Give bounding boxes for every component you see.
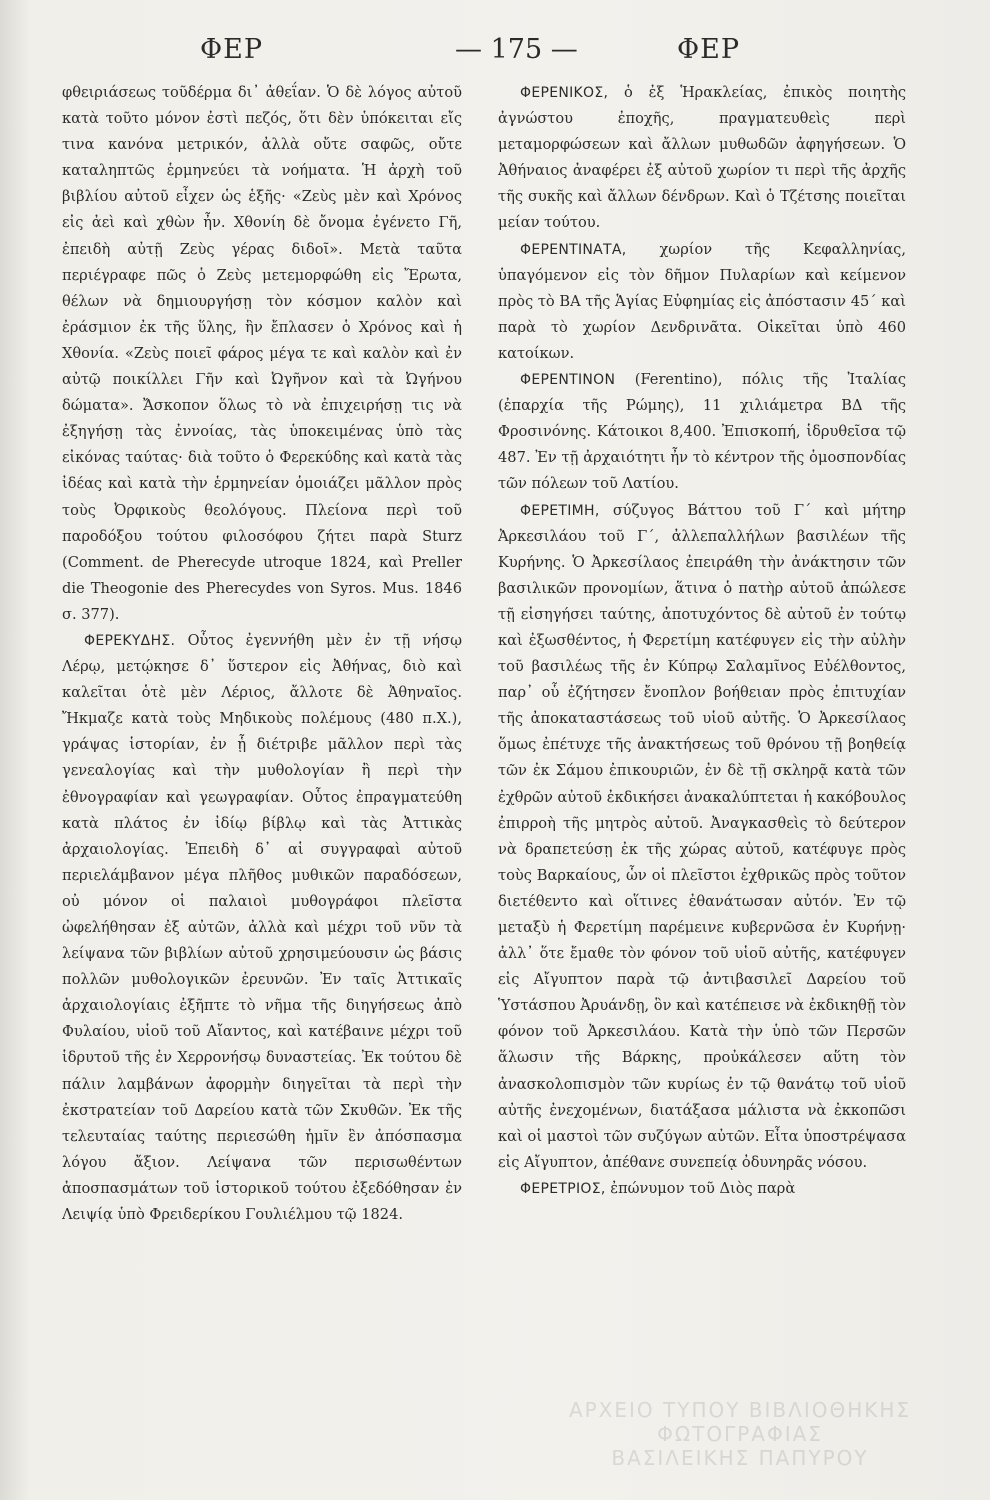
header-left-keyword: ΦΕΡ [200, 34, 264, 65]
entry-text: σύζυγος Βάττου τοῦ Γ΄ καὶ μήτηρ Ἀρκεσιλάου τοῦ Γ΄, ἀλλεπαλλήλων βασιλέων τῆς Κυρήνης. Ὁ Ἀρκεσίλαος ἐπειράθη τὴν ἀνάκτησιν τῶν βασιλικῶν προνομίων, ἅτινα ὁ πατὴρ αὐτοῦ ἀπώλεσε τῇ εἰσηγήσει ταύτης, ἀποτυχόντος δὲ αὐτοῦ ἐν τούτῳ καὶ ἐξωσθέντος, ἡ Φερετίμη κατέφυγεν εἰς τὴν αὐλὴν τοῦ βασιλέως τῆς ἐν Κύπρῳ Σαλαμῖνος Εὐέλθοντος, παρ᾽ οὗ ἐζήτησεν ἔνοπλον βοήθειαν πρὸς ἐπιτυχίαν τῆς ἀποκαταστάσεως τοῦ υἱοῦ αὐτῆς. Ὁ Ἀρκεσίλαος ὅμως ἐπέτυχε τῆς ἀνακτήσεως τοῦ θρόνου τῇ βοηθείᾳ τῶν ἐκ Σάμου ἐπικουριῶν, ἐν δὲ τῇ σκληρᾷ κατὰ τῶν ἐχθρῶν αὐτοῦ ἐκδικήσει ἀνακαλύπτεται ἡ κακόβουλος ἐπιρροὴ τῆς μητρὸς αὐτοῦ. Ἀναγκασθεὶς τὸ δεύτερον νὰ δραπετεύσῃ ἐκ τῆς χώρας αὐτοῦ, κατέφυγε πρὸς τοὺς Βαρκαίους, ὧν οἱ πλεῖστοι ἐχθρικῶς πρὸς τοῦτον διετέθεντο καὶ οἵτινες ἐθανάτωσαν αὐτόν. Ἐν τῷ μεταξὺ ἡ Φερετίμη παρέμεινε κυβερνῶσα ἐν Κυρήνῃ· ἀλλ᾽ ὅτε ἔμαθε τὸν φόνον τοῦ υἱοῦ αὐτῆς, κατέφυγεν εἰς Αἴγυπτον παρὰ τῷ ἀντιβασιλεῖ Δαρείου τοῦ Ὑστάσπου Ἀρυάνδῃ, ὃν καὶ κατέπεισε νὰ ἐκδικηθῇ τὸν φόνον τοῦ Ἀρκεσιλάου. Κατὰ τὴν ὑπὸ τῶν Περσῶν ἅλωσιν τῆς Βάρκης, προὐκάλεσεν αὕτη τὸν ἀνασκολοπισμὸν τῶν κυρίως ἐν τῷ θανάτῳ τοῦ υἱοῦ αὐτῆς ἐνεχομένων, διατάξασα μάλιστα νὰ ἐκκοπῶσι καὶ οἱ μαστοὶ τῶν συζύγων αὐτῶν. Εἶτα ὑποστρέψασα εἰς Αἴγυπτον, ἀπέθανε συνεπείᾳ ὀδυνηρᾶς νόσου. [498, 501, 907, 1171]
entry-headword: ΦΕΡΕΤΡΙΟΣ, [520, 1180, 606, 1197]
entry-text: ὁ ἐξ Ἡρακλείας, ἐπικὸς ποιητὴς ἀγνώστου ἐποχῆς, πραγματευθεὶς περὶ μεταμορφώσεων καὶ ἄλλων μυθωδῶν ἀφηγήσεων. Ὁ Ἀθήναιος ἀναφέρει ἐξ αὐτοῦ χωρίον τι περὶ τῆς ἀρχῆς τῆς συκῆς καὶ ἄλλων δένδρων. Καὶ ὁ Τζέτσης ποιεῖται μείαν τούτου. [498, 84, 906, 232]
entry-headword: ΦΕΡΕΝΤΙΝΟΝ [520, 372, 616, 389]
header-right-keyword: ΦΕΡ [677, 34, 741, 65]
entry-pherekydes [62, 628, 462, 1228]
entry-pherentinon [498, 367, 906, 497]
entry-headword: ΦΕΡΕΝΤΙΝΑΤΑ, [520, 241, 627, 258]
left-column [62, 80, 462, 1228]
entry-headword: ΦΕΡΕΤΙΜΗ, [520, 502, 600, 519]
watermark-line: ΑΡΧΕΙΟ ΤΥΠΟΥ ΒΙΒΛΙΟΘΗΚΗΣ ΦΩΤΟΓΡΑΦΙΑΣ [568, 1398, 912, 1446]
entry-headword: ΦΕΡΕΝΙΚΟΣ, [520, 85, 609, 101]
entry-pherenikos [498, 80, 906, 237]
entry-pheretrios [498, 1176, 906, 1202]
entry-pheretime [498, 498, 906, 1176]
entry-text: ἐπώνυμον τοῦ Διὸς παρὰ [610, 1179, 796, 1197]
page-header [60, 34, 950, 74]
entry-text: Οὗτος ἐγεννήθη μὲν ἐν τῇ νήσῳ Λέρῳ, μετῴκησε δ᾽ ὕστερον εἰς Ἀθήνας, διὸ καὶ καλεῖται ὁτὲ μὲν Λέριος, ἄλλοτε δὲ Ἀθηναῖος. Ἤκμαζε κατὰ τοὺς Μηδικοὺς πολέμους (480 π.Χ.), γράψας ἱστορίαν, ἐν ᾗ διέτριβε μᾶλλον περὶ τὰς γενεαλογίας καὶ τὴν μυθολογίαν ἢ περὶ τὴν ἐθνογραφίαν καὶ γεωγραφίαν. Οὗτος ἐπραγματεύθη κατὰ πλάτος ἐν ἰδίῳ βίβλῳ καὶ τὰς Ἀττικὰς ἀρχαιολογίας. Ἐπειδὴ δ᾽ αἱ συγγραφαὶ αὐτοῦ περιελάμβανον μέγα πλῆθος μυθικῶν παραδόσεων, οὐ μόνον οἱ παλαιοὶ μυθογράφοι πλεῖστα ὠφελήθησαν ἐξ αὐτῶν, ἀλλὰ καὶ μέχρι τοῦ νῦν τὰ λείψανα τῶν βιβλίων αὐτοῦ χρησιμεύουσιν ὡς βάσις πολλῶν μυθολογικῶν ἐρευνῶν. Ἐν ταῖς Ἀττικαῖς ἀρχαιολογίαις ἐξῆπτε τὸ νῆμα τῆς διηγήσεως ἀπὸ Φυλαίου, υἱοῦ τοῦ Αἴαντος, καὶ κατέβαινε μέχρι τοῦ ἱδρυτοῦ τῆς ἐν Χερρονήσῳ δυναστείας. Ἐκ τούτου δὲ πάλιν λαμβάνων ἀφορμὴν διηγεῖται τὰ περὶ τὴν ἐκστρατείαν τοῦ Δαρείου κατὰ τῶν Σκυθῶν. Ἐκ τῆς τελευταίας ταύτης περιεσώθη ἡμῖν ἓν ἀπόσπασμα λόγου ἄξιον. Λείψανα τῶν περισωθέντων ἀποσπασμάτων τοῦ ἱστορικοῦ τούτου ἐξεδόθησαν ἐν Λειψίᾳ ὑπὸ Φρειδερίκου Γουλιέλμου τῷ 1824. [62, 631, 463, 1224]
archive-watermark [520, 1398, 960, 1470]
page-number: — 175 — [455, 34, 578, 65]
watermark-line: ΒΑΣΙΛΕΙΚΗΣ ΠΑΠΥΡΟΥ [611, 1446, 869, 1470]
continued-paragraph: φθειριάσεως τοῦδέρμα δι᾽ ἀθεΐαν. Ὁ δὲ λόγος αὐτοῦ κατὰ τοῦτο μόνον ἐστὶ πεζός, ὅτι δὲν ὑπόκειται εἴς τινα κανόνα μετρικόν, ἀλλὰ οὔτε σαφῶς, οὔτε καταληπτῶς ἑρμηνεύει τὰ νοήματα. Ἡ ἀρχὴ τοῦ βιβλίου αὐτοῦ εἶχεν ὡς ἑξῆς· «Ζεὺς μὲν καὶ Χρόνος εἰς ἀεὶ καὶ χθὼν ἦν. Χθονίη δὲ ὄνομα ἐγένετο Γῆ, ἐπειδὴ αὐτῇ Ζεὺς γέρας διδοῖ». Μετὰ ταῦτα περιέγραφε πῶς ὁ Ζεὺς μετεμορφώθη εἰς Ἔρωτα, θέλων νὰ δημιουργήσῃ τὸν κόσμον καλὸν καὶ ἐράσμιον ἐκ τῆς ὕλης, ἣν ἔπλασεν ὁ Χρόνος καὶ ἡ Χθονία. «Ζεὺς ποιεῖ φάρος μέγα τε καὶ καλὸν καὶ ἐν αὐτῷ ποικίλλει Γῆν καὶ Ὠγῆνον καὶ τὰ Ὠγήνου δώματα». Ἄσκοπον ὅλως τὸ νὰ ἐπιχειρήσῃ τις νὰ ἐξηγήσῃ τὰς ἐννοίας, τὰς ὑποκειμένας ὑπὸ τὰς εἰκόνας ταύτας· διὰ τοῦτο ὁ Φερεκύδης καὶ κατὰ τὰς ἰδέας καὶ κατὰ τὴν ἑρμηνείαν ὁμοιάζει μᾶλλον πρὸς τοὺς Ὀρφικοὺς θεολόγους. Πλείονα περὶ τοῦ παροδόξου τούτου φιλοσόφου ζήτει παρὰ Sturz (Comment. de Pherecyde utroque 1824, καὶ Preller die Theogonie des Pherecydes von Syros. Mus. 1846 σ. 377). [62, 84, 462, 623]
entry-pherentinata [498, 237, 906, 367]
entry-text: χωρίον τῆς Κεφαλληνίας, ὑπαγόμενον εἰς τὸν δῆμον Πυλαρίων καὶ κείμενον πρὸς τὸ ΒΑ τῆς Ἁγίας Εὐφημίας εἰς ἀπόστασιν 45΄ καὶ παρὰ τὸ χωρίον Δενδρινᾶτα. Οἰκεῖται ὑπὸ 460 κατοίκων. [498, 240, 906, 362]
entry-headword: ΦΕΡΕΚΥΔΗΣ. [84, 632, 176, 649]
right-column [498, 80, 906, 1202]
entry-text: (Ferentino), πόλις τῆς Ἰταλίας (ἐπαρχία τῆς Ρώμης), 11 χιλιάμετρα ΒΔ τῆς Φροσινόνης. Κάτοικοι 8,400. Ἐπισκοπή, ἱδρυθεῖσα τῷ 487. Ἐν τῇ ἀρχαιότητι ἦν τὸ κέντρον τῆς ὁμοσπονδίας τῶν πόλεων τοῦ Λατίου. [498, 371, 907, 493]
